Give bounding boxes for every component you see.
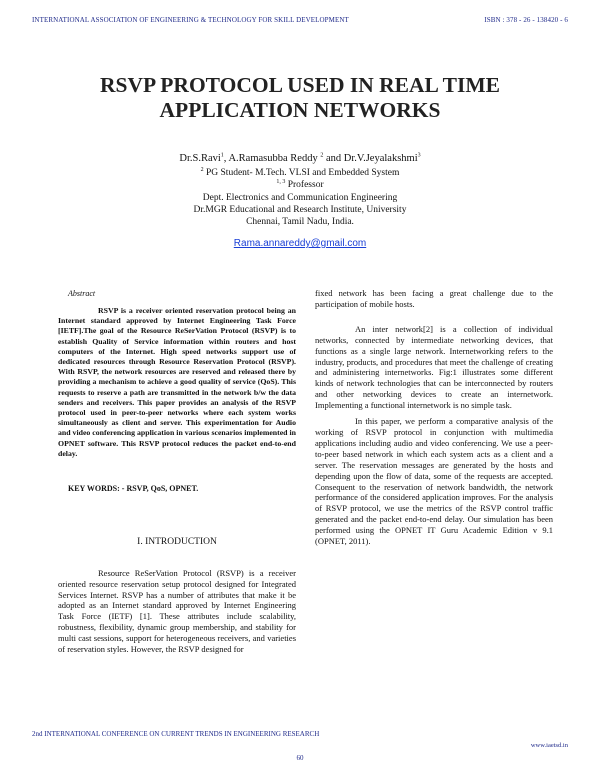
author-email-link[interactable]: Rama.annareddy@gmail.com bbox=[233, 238, 367, 249]
intro-paragraph-1: Resource ReSerVation Protocol (RSVP) is a receiver oriented resource reservation setup protocol designed for Integrated Services Internet. RSVP has a number of attributes that make it be adopted as an Internet standard approved by Internet Engineering Task Force (IETF) [1]. These attributes include scalability, robustness, flexibility, dynamic group membership, and stability for multi cast sessions, support for heterogeneous receivers, and varieties of reservation styles. However, the RSVP designed for bbox=[58, 567, 296, 655]
author-2-sup: 2 bbox=[320, 152, 324, 159]
abstract-heading: Abstract bbox=[68, 289, 96, 298]
section-heading-introduction: I. INTRODUCTION bbox=[137, 536, 217, 547]
paragraph-gap bbox=[315, 310, 553, 324]
footer-conference: 2nd INTERNATIONAL CONFERENCE ON CURRENT TRENDS IN ENGINEERING RESEARCH bbox=[32, 730, 320, 738]
left-column bbox=[58, 289, 296, 655]
title-line-2: APPLICATION NETWORKS bbox=[159, 98, 441, 122]
affiliation-student bbox=[0, 168, 600, 180]
abstract-body: RSVP is a receiver oriented reservation protocol being an Internet standard approved by Internet Engineering Task Force [IETF].The goal of the Resource ReSerVation Protocol (RSVP) is to establish Quality of Service information within routers and host computers of the Internet. High speed networks support use of dedicated resources through Resource Reservation Protocol (RSVP). With RSVP, the network resources are reserved and released there by providing a mechanism to achieve a good quality of service (QoS). This requests to reserve a path are transmitted in the network b/w the data senders and receivers. This paper provides an analysis of the RSVP protocol used in peer-to-peer networks where each system works simultaneously as client and server. This experimentation for Audio and video conferencing application in various scenarios implemented in OPNET software. This RSVP protocol reduces the packet end-to-end delay. bbox=[58, 305, 296, 458]
paper-title bbox=[0, 73, 600, 123]
running-header-left: INTERNATIONAL ASSOCIATION OF ENGINEERING & TECHNOLOGY FOR SKILL DEVELOPMENT bbox=[32, 16, 349, 24]
intro-paragraph-2: An inter network[2] is a collection of individual networks, connected by intermediate networking devices, that functions as a single large network. Internetworking refers to the industry, products, and procedures that meet the challenge of creating and administering internetworks. Fig:1 illustrates some different kinds of network technologies that can be interconnected by routers and other networking devices to create an internetwork. Implementing a functional internetwork is no simple task. bbox=[315, 323, 553, 411]
author-list bbox=[0, 153, 600, 165]
affiliation-professor-text: Professor bbox=[285, 180, 324, 190]
author-1-sup: 1 bbox=[220, 152, 224, 159]
affiliation-professor-sup: 1, 3 bbox=[276, 178, 286, 185]
affiliation-professor bbox=[0, 180, 600, 192]
author-3-sup: 3 bbox=[417, 152, 421, 159]
title-line-1: RSVP PROTOCOL USED IN REAL TIME bbox=[99, 73, 501, 97]
affiliation-student-text: PG Student- M.Tech. VLSI and Embedded System bbox=[203, 168, 400, 178]
author-3: and Dr.V.Jeyalakshmi bbox=[323, 153, 418, 164]
intro-paragraph-continued: fixed network has been facing a great challenge due to the participation of mobile hosts. bbox=[315, 288, 553, 309]
page-number: 60 bbox=[296, 754, 304, 762]
affiliation-dept: Dept. Electronics and Communication Engineering bbox=[202, 193, 398, 203]
author-2: , A.Ramasubba Reddy bbox=[223, 153, 321, 164]
right-column bbox=[315, 288, 553, 547]
running-header-isbn: ISBN : 378 - 26 - 138420 - 6 bbox=[484, 16, 568, 24]
intro-paragraph-3: In this paper, we perform a comparative analysis of the working of RSVP protocol in conjunction with multimedia applications including audio and video conferencing. We use a peer-to-peer based network in which each system acts as a client and a server. The reservation messages are generated by the hosts and depending upon the flow of data, some of the requests are accepted. Consequent to the reservation of network bandwidth, the network performance of the considered application improves. For the analysis of RSVP protocol, we use the metrics of the RSVP control traffic generated and the packet end-to-end delay. Our simulation has been performed using the OPNET IT Guru Academic Edition v 9.1 (OPNET, 2011). bbox=[315, 416, 553, 547]
affiliation-location: Chennai, Tamil Nadu, India. bbox=[246, 217, 354, 227]
footer-url-link[interactable]: www.iaetsd.in bbox=[530, 742, 568, 749]
keywords: KEY WORDS: - RSVP, QoS, OPNET. bbox=[68, 483, 199, 493]
affiliation-student-sup: 2 bbox=[200, 166, 204, 173]
affiliation-institute: Dr.MGR Educational and Research Institute, University bbox=[193, 205, 407, 215]
author-1: Dr.S.Ravi bbox=[179, 153, 221, 164]
